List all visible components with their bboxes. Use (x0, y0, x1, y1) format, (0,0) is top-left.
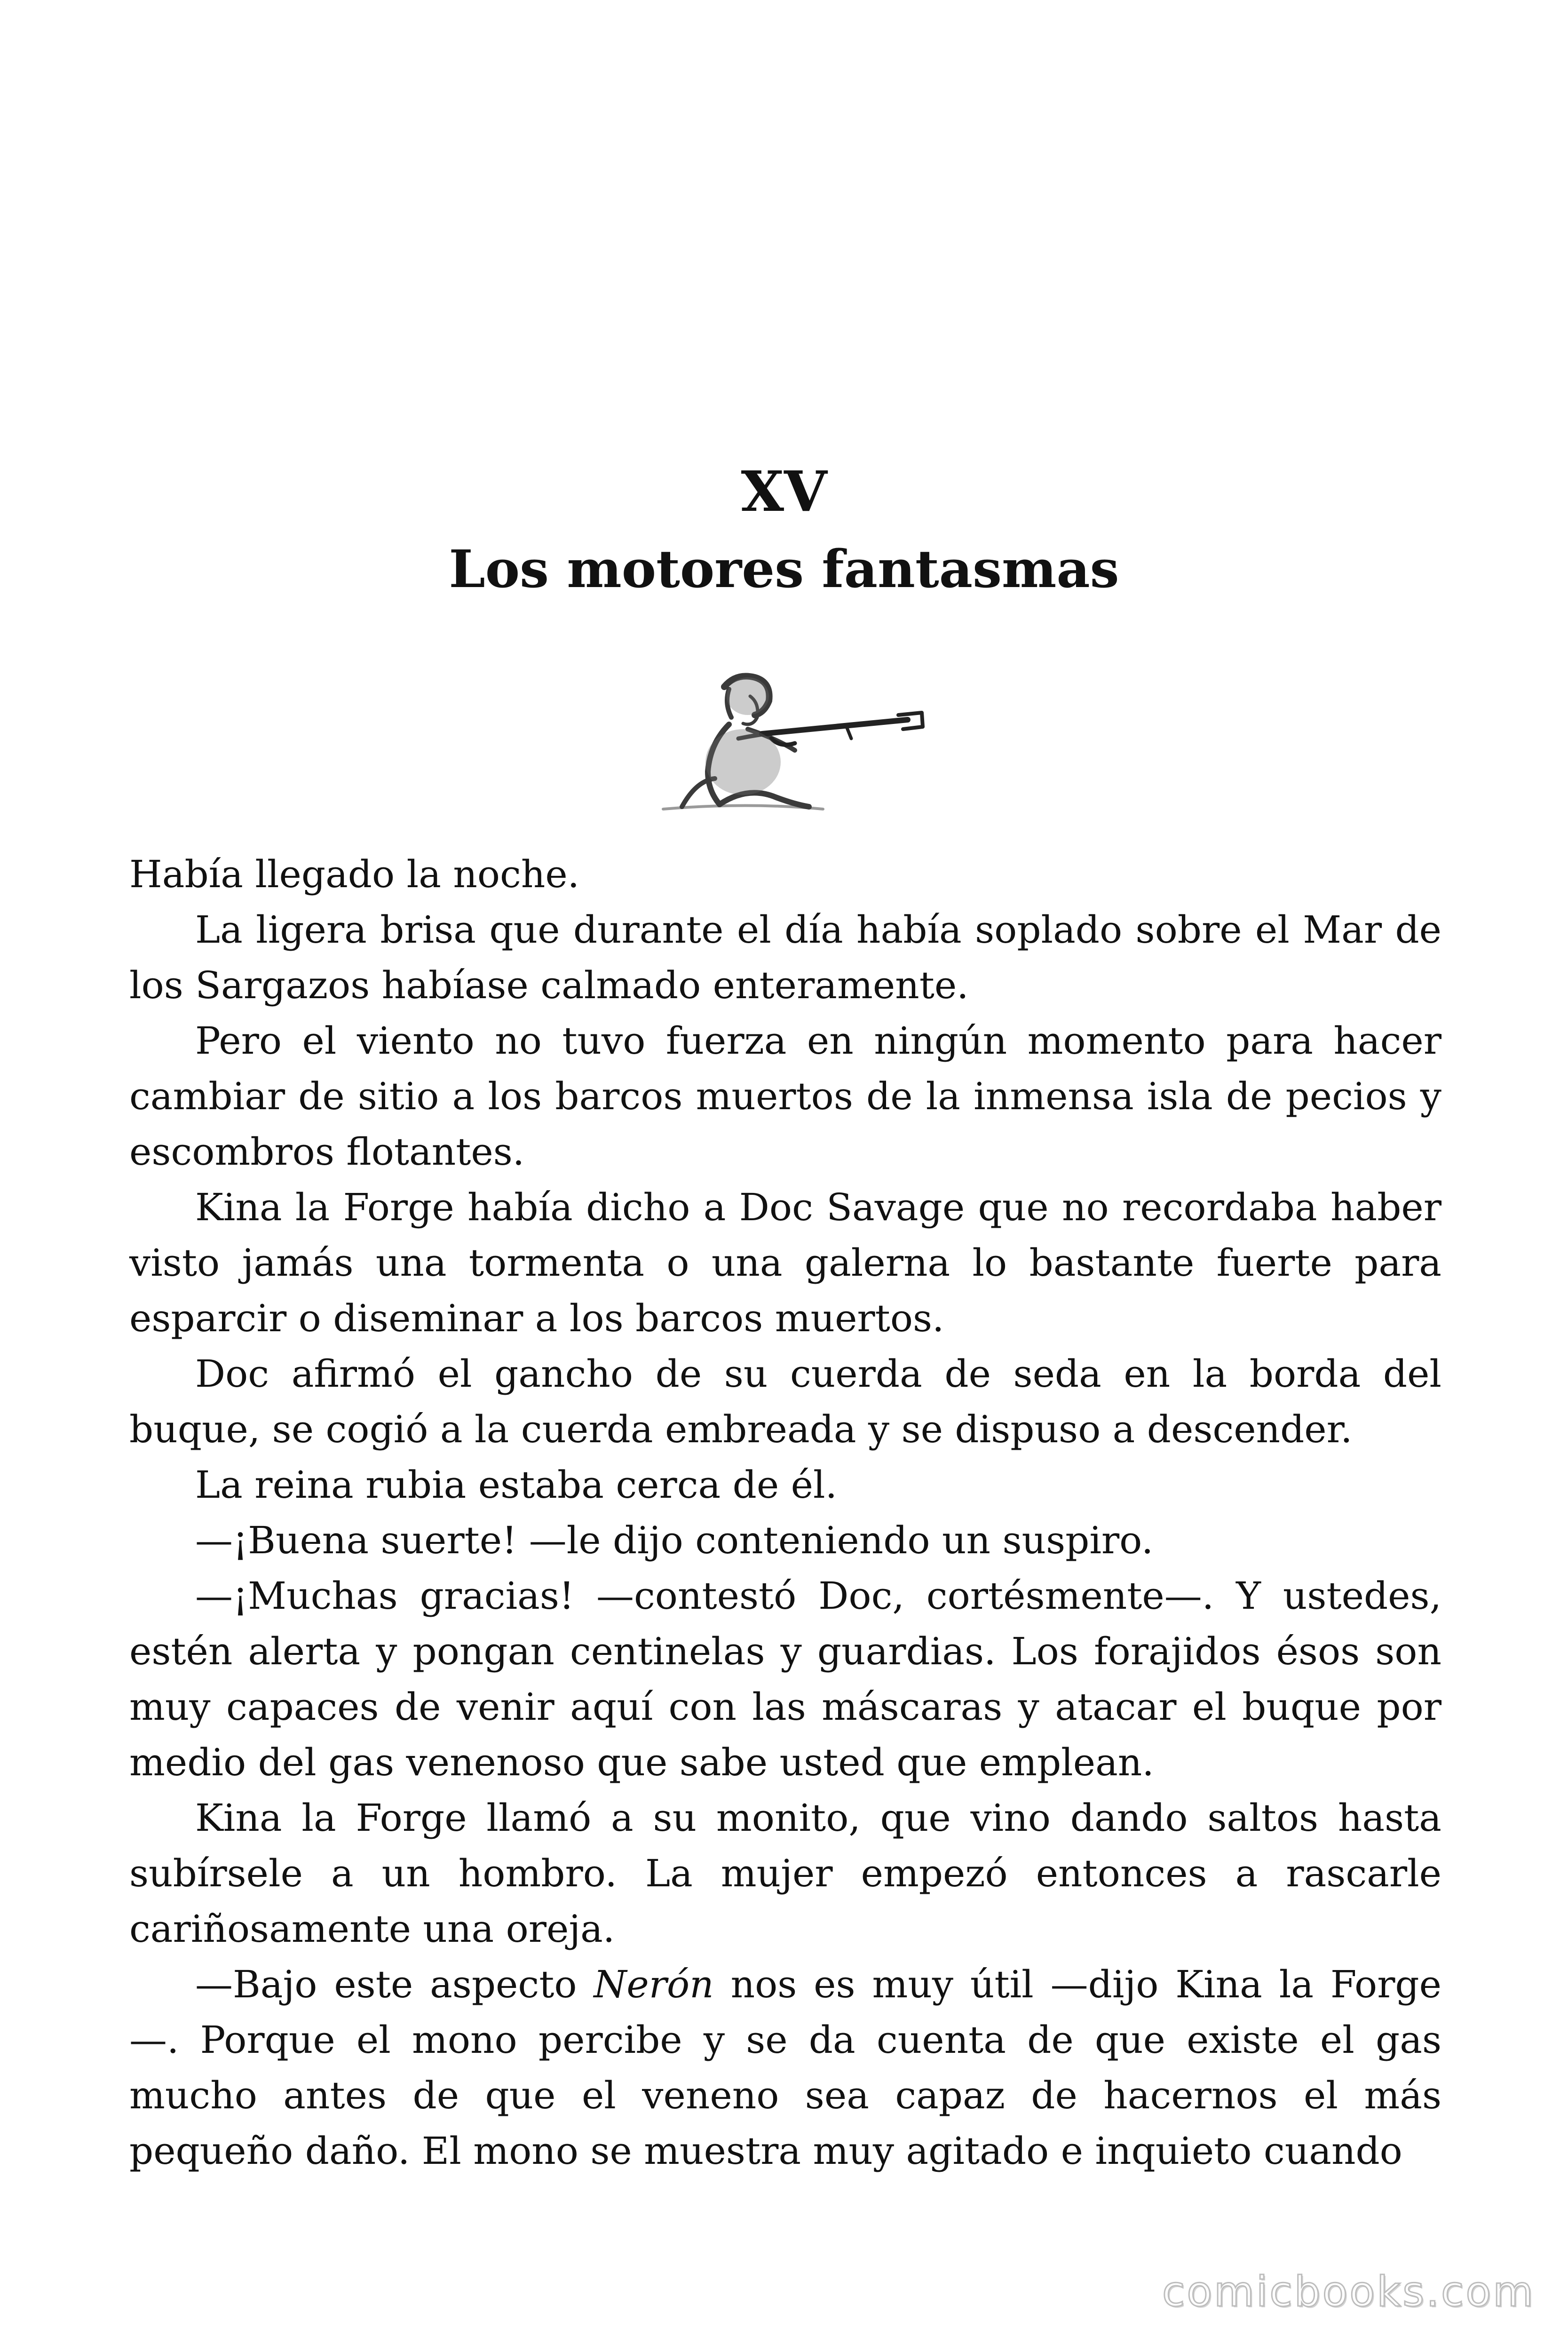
paragraph: Kina la Forge había dicho a Doc Savage que no recordaba haber visto jamás una tormenta o una galerna lo bastante fuerte para esparcir o diseminar a los barcos muertos. (129, 1185, 1441, 1340)
chapter-number: XV (741, 459, 827, 524)
paragraph-text: nos es muy útil —dijo Kina la Forge —. Porque el mono percibe y se da cuenta de que existe el gas mucho antes de que el veneno sea capaz de hacernos el más pequeño daño. El mono se muestra muy agitado e inquieto cuando (129, 1963, 1441, 2173)
watermark: comicbooks.com (1162, 2267, 1535, 2316)
paragraph: —¡Muchas gracias! —contestó Doc, cortésmente—. Y ustedes, estén alerta y pongan centinelas y guardias. Los forajidos ésos son muy capaces de venir aquí con las máscaras y atacar el buque por medio del gas venenoso que sabe usted que emplean. (129, 1574, 1441, 1784)
woman-with-rifle-illustration (654, 668, 927, 814)
paragraph: Pero el viento no tuvo fuerza en ningún momento para hacer cambiar de sitio a los barcos muertos de la inmensa isla de pecios y escombros flotantes. (129, 1019, 1441, 1174)
paragraph (129, 1957, 1441, 2179)
paragraph-text: —Bajo este aspecto (195, 1963, 594, 2006)
paragraph: —¡Buena suerte! —le dijo conteniendo un suspiro. (195, 1518, 1154, 1562)
paragraph: Kina la Forge llamó a su monito, que vino dando saltos hasta subírsele a un hombro. La mujer empezó entonces a rascarle cariñosamente una oreja. (129, 1796, 1441, 1951)
body-text (129, 847, 1441, 2179)
chapter-title: Los motores fantasmas (449, 539, 1119, 599)
paragraph: La ligera brisa que durante el día había soplado sobre el Mar de los Sargazos habíase calmado enteramente. (129, 908, 1441, 1007)
italic-name: Nerón (594, 1963, 714, 2006)
paragraph: La reina rubia estaba cerca de él. (195, 1463, 837, 1507)
paragraph: Había llegado la noche. (129, 852, 580, 896)
paragraph: Doc afirmó el gancho de su cuerda de seda en la borda del buque, se cogió a la cuerda embreada y se dispuso a descender. (129, 1352, 1441, 1451)
